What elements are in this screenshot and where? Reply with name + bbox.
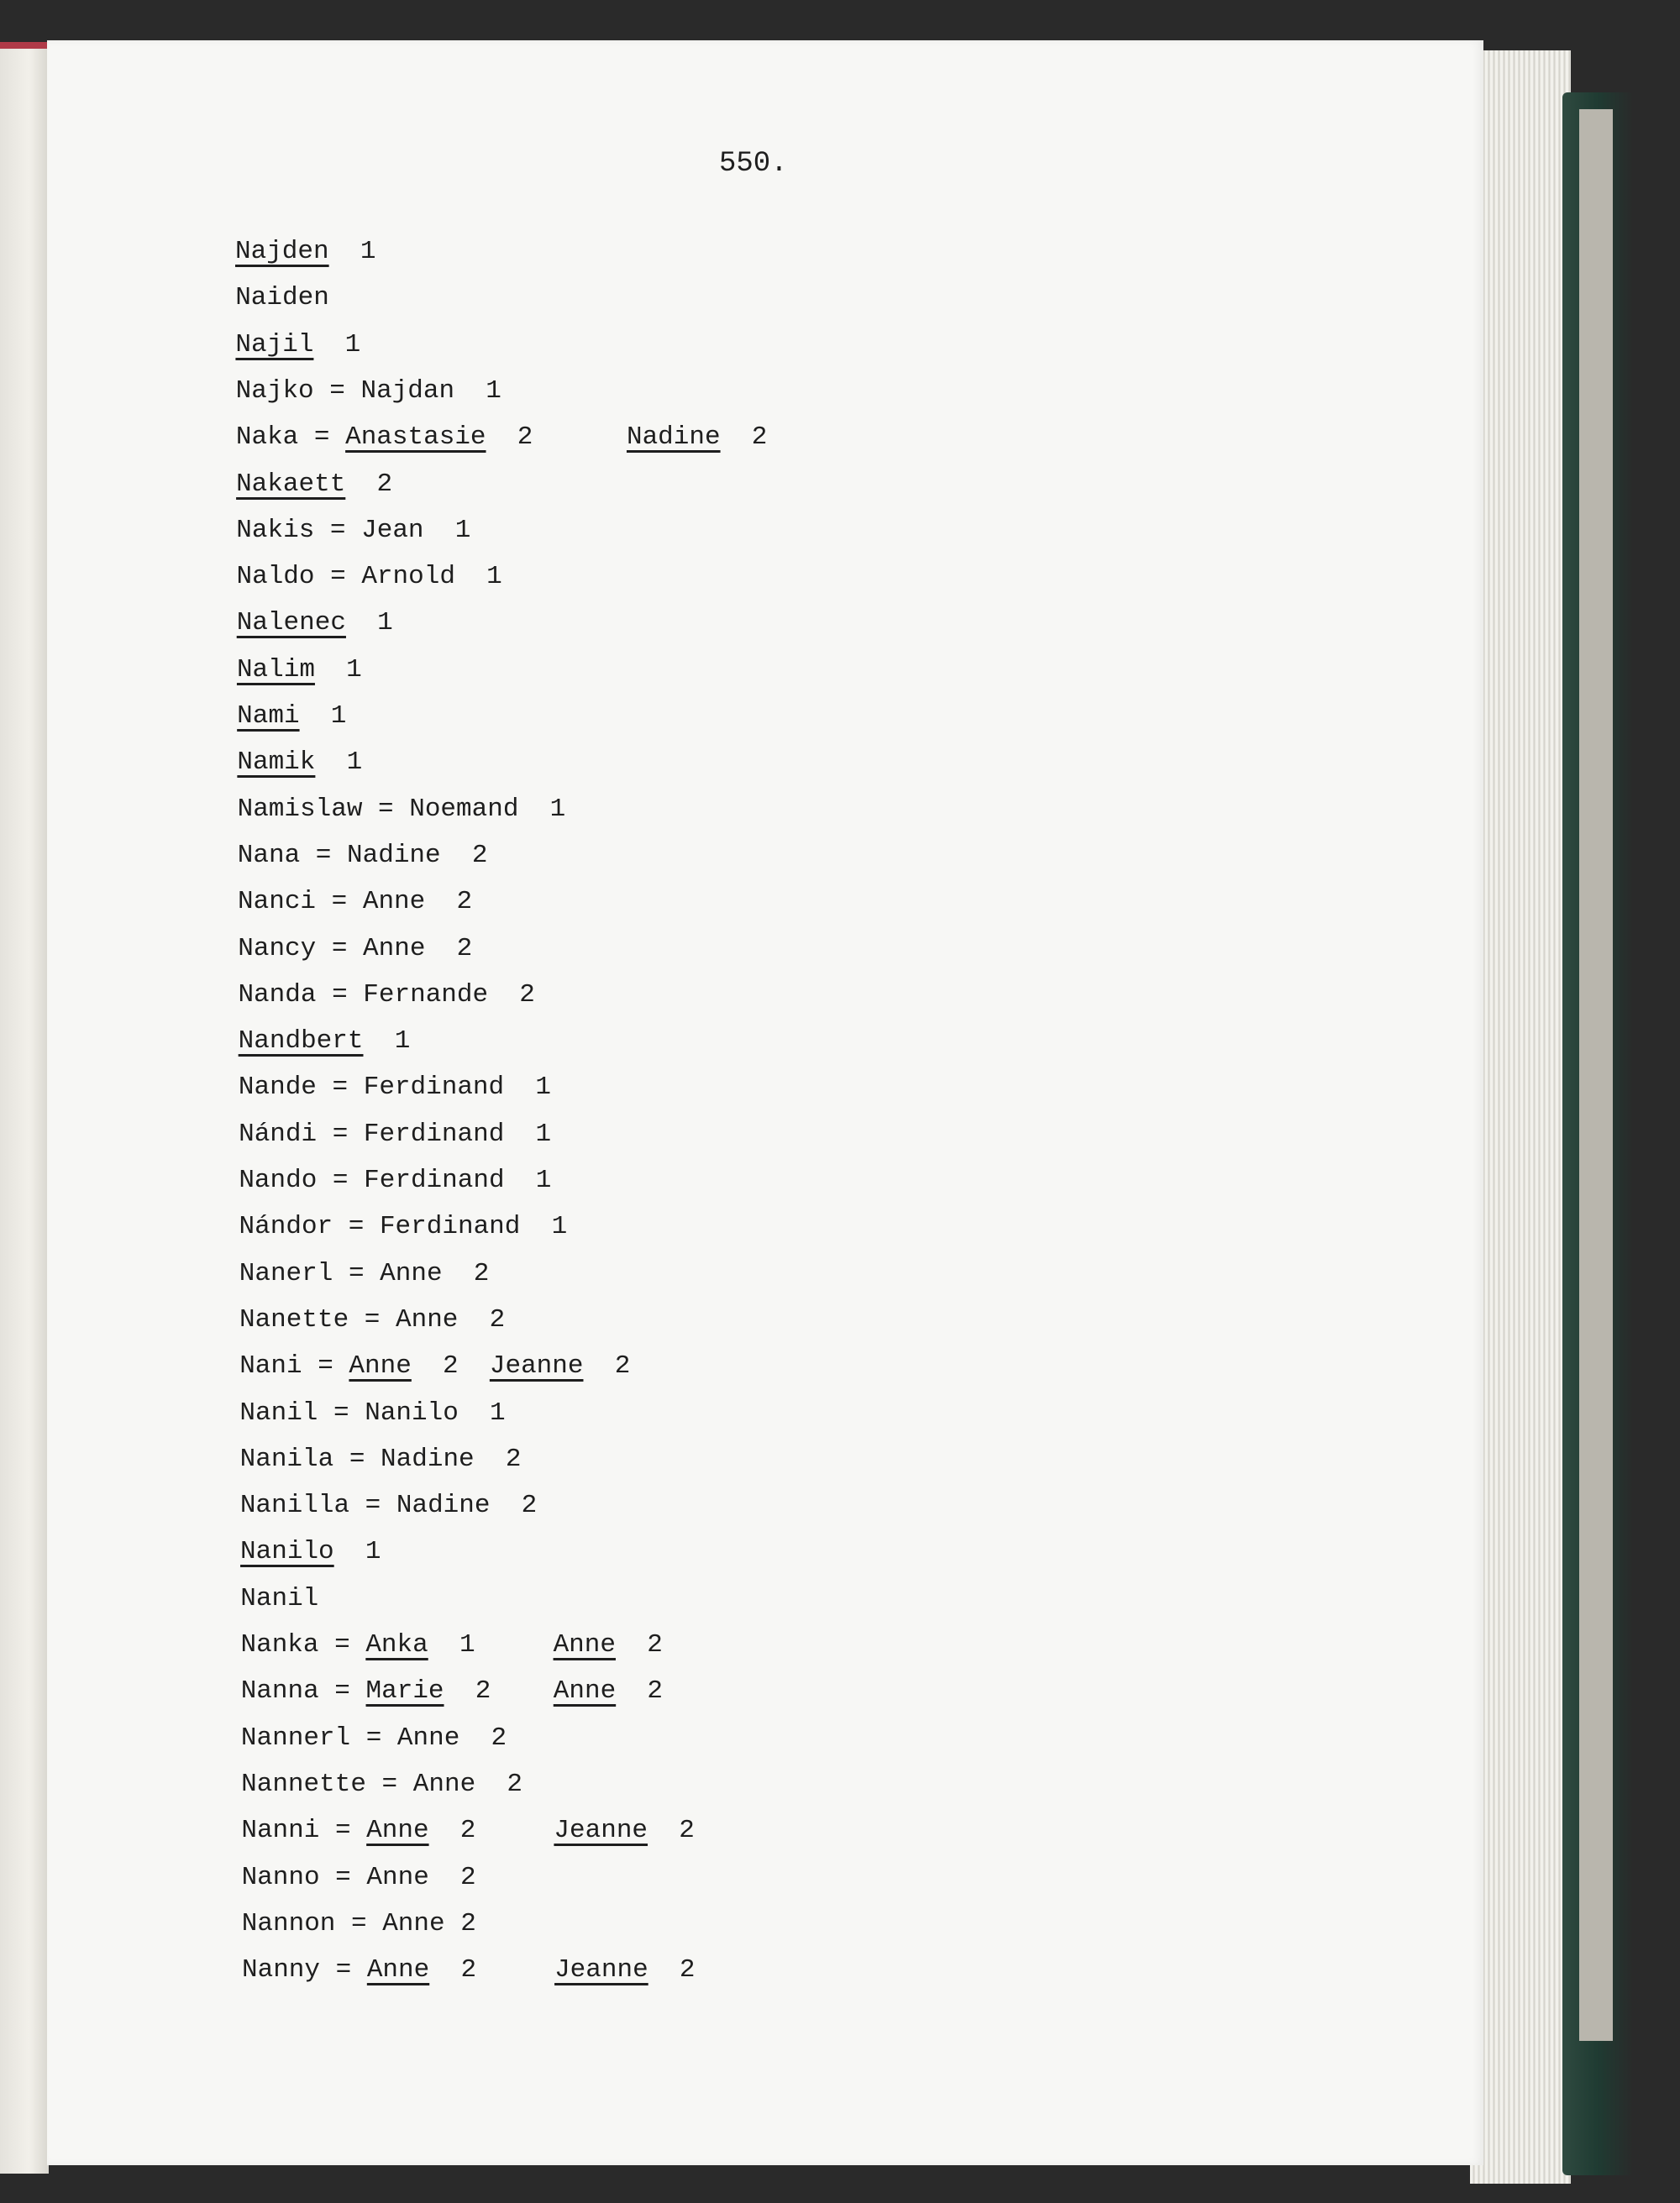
- underlined-name: Marie: [365, 1676, 444, 1707]
- index-entry: [239, 1071, 551, 1104]
- page-number: 550.: [719, 148, 788, 180]
- underlined-name: Anastasie: [345, 422, 486, 453]
- index-entry: [241, 1814, 695, 1848]
- entry-text: Nándi = Ferdinand 1: [239, 1119, 552, 1149]
- entry-text: Najko = Najdan 1: [235, 375, 501, 406]
- index-entry: [236, 375, 501, 408]
- entry-text: Namislaw = Noemand 1: [237, 794, 566, 824]
- index-entry: [238, 885, 472, 919]
- page-stack-edge: [1470, 50, 1571, 2184]
- underlined-name: Nadine: [626, 422, 721, 453]
- entry-text: Nanerl = Anne 2: [239, 1258, 490, 1288]
- entry-text: Nanilla = Nadine 2: [239, 1491, 538, 1521]
- index-entry: [239, 1397, 505, 1430]
- entry-text: Nanni =: [241, 1816, 367, 1846]
- entry-text: Nannerl = Anne 2: [240, 1723, 507, 1753]
- index-entry: [239, 1350, 630, 1383]
- underlined-name: Nanilo: [240, 1537, 334, 1567]
- index-entry: [237, 700, 346, 733]
- entry-text: Naiden: [235, 283, 329, 313]
- index-entry: [240, 1489, 537, 1523]
- entry-text: 2: [583, 1351, 631, 1382]
- entry-text: 2: [616, 1676, 663, 1707]
- entry-text: Nanny =: [242, 1955, 367, 1985]
- index-entry: [237, 560, 502, 594]
- underlined-name: Anne: [553, 1630, 616, 1660]
- index-entry: [238, 932, 472, 966]
- entry-text: Nancy = Anne 2: [238, 933, 473, 963]
- entry-text: Naldo = Arnold 1: [236, 562, 502, 592]
- entry-text: Nanci = Anne 2: [238, 887, 473, 917]
- index-entry: [237, 606, 393, 640]
- entry-text: 1: [315, 747, 363, 778]
- index-entry: [240, 1582, 318, 1616]
- underlined-name: Jeanne: [554, 1816, 648, 1846]
- entry-text: 1: [313, 329, 361, 359]
- underlined-name: Nakaett: [236, 469, 346, 499]
- index-entry: [235, 281, 329, 315]
- underlined-name: Anka: [365, 1630, 428, 1660]
- index-entry: [241, 1768, 522, 1802]
- underlined-name: Najden: [235, 237, 329, 266]
- underlined-name: Nalenec: [236, 608, 346, 638]
- entry-text: Nando = Ferdinand 1: [239, 1166, 552, 1195]
- entry-text: 2: [429, 1955, 555, 1985]
- index-entry: [242, 1861, 476, 1895]
- index-entry: [238, 839, 488, 873]
- index-entry: [238, 978, 534, 1012]
- index-entry: [242, 1907, 476, 1941]
- entry-text: 2: [444, 1676, 554, 1707]
- index-entry: [240, 1629, 662, 1662]
- entry-text: Nakis = Jean 1: [236, 515, 471, 545]
- entry-text: Nanil: [240, 1583, 319, 1613]
- entry-text: 2: [720, 422, 768, 453]
- entry-text: 2: [648, 1816, 695, 1846]
- entry-text: Nana = Nadine 2: [237, 840, 488, 870]
- entry-text: 1: [363, 1026, 411, 1057]
- underlined-name: Anne: [553, 1676, 617, 1707]
- index-entry: [237, 653, 362, 687]
- index-entry: [238, 793, 566, 826]
- underlined-name: Nandbert: [238, 1026, 364, 1057]
- entry-text: Nannon = Anne 2: [241, 1908, 476, 1938]
- entry-text: Nanka =: [240, 1630, 366, 1660]
- underlined-name: Jeanne: [489, 1351, 584, 1382]
- entry-text: 2: [428, 1816, 554, 1846]
- index-entry: [235, 235, 375, 269]
- entry-text: Nanette = Anne 2: [239, 1304, 506, 1335]
- underlined-name: Najil: [235, 329, 314, 359]
- underlined-name: Jeanne: [554, 1955, 648, 1985]
- entry-text: Nanila = Nadine 2: [239, 1444, 522, 1474]
- page-sheet: [47, 40, 1483, 2165]
- cover-board: [1579, 109, 1613, 2041]
- underlined-name: Anne: [366, 1955, 430, 1985]
- previous-page-edge: [0, 42, 49, 2174]
- entry-text: Nanna =: [240, 1676, 366, 1707]
- entry-text: Nande = Ferdinand 1: [238, 1073, 551, 1103]
- entry-text: 1: [345, 608, 393, 638]
- entry-text: 1: [314, 654, 362, 685]
- index-entry: [239, 1164, 551, 1198]
- index-entry: [236, 514, 470, 548]
- underlined-name: Nami: [237, 701, 300, 731]
- entry-text: Nani =: [239, 1351, 349, 1382]
- entry-text: 2: [648, 1955, 696, 1985]
- underlined-name: Anne: [366, 1816, 429, 1846]
- index-entry: [239, 1118, 551, 1151]
- name-index-list: [47, 40, 1483, 2165]
- entry-text: 2: [615, 1630, 663, 1660]
- entry-text: Nanda = Fernande 2: [238, 979, 535, 1010]
- index-entry: [239, 1210, 568, 1244]
- entry-text: 1: [333, 1537, 381, 1567]
- entry-text: Nanno = Anne 2: [241, 1862, 476, 1892]
- entry-text: Nannette = Anne 2: [241, 1769, 522, 1799]
- index-entry: [242, 1954, 696, 1987]
- entry-text: 2: [345, 469, 393, 499]
- index-entry: [236, 421, 768, 454]
- index-entry: [237, 746, 362, 779]
- entry-text: 2: [411, 1351, 490, 1382]
- entry-text: 2: [486, 422, 627, 453]
- underlined-name: Namik: [237, 747, 316, 778]
- index-entry: [236, 468, 392, 501]
- entry-text: 1: [328, 237, 376, 266]
- index-entry: [239, 1303, 505, 1337]
- index-entry: [240, 1535, 381, 1569]
- entry-text: Nanil = Nanilo 1: [239, 1398, 506, 1428]
- index-entry: [239, 1025, 411, 1058]
- index-entry: [241, 1675, 663, 1708]
- underlined-name: Anne: [349, 1351, 412, 1382]
- entry-text: Naka =: [235, 422, 346, 453]
- index-entry: [235, 328, 360, 362]
- index-entry: [241, 1722, 507, 1755]
- index-entry: [239, 1257, 490, 1291]
- entry-text: Nándor = Ferdinand 1: [239, 1212, 568, 1242]
- entry-text: 1: [428, 1630, 554, 1660]
- underlined-name: Nalim: [236, 654, 315, 685]
- entry-text: 1: [299, 701, 347, 731]
- index-entry: [240, 1443, 522, 1477]
